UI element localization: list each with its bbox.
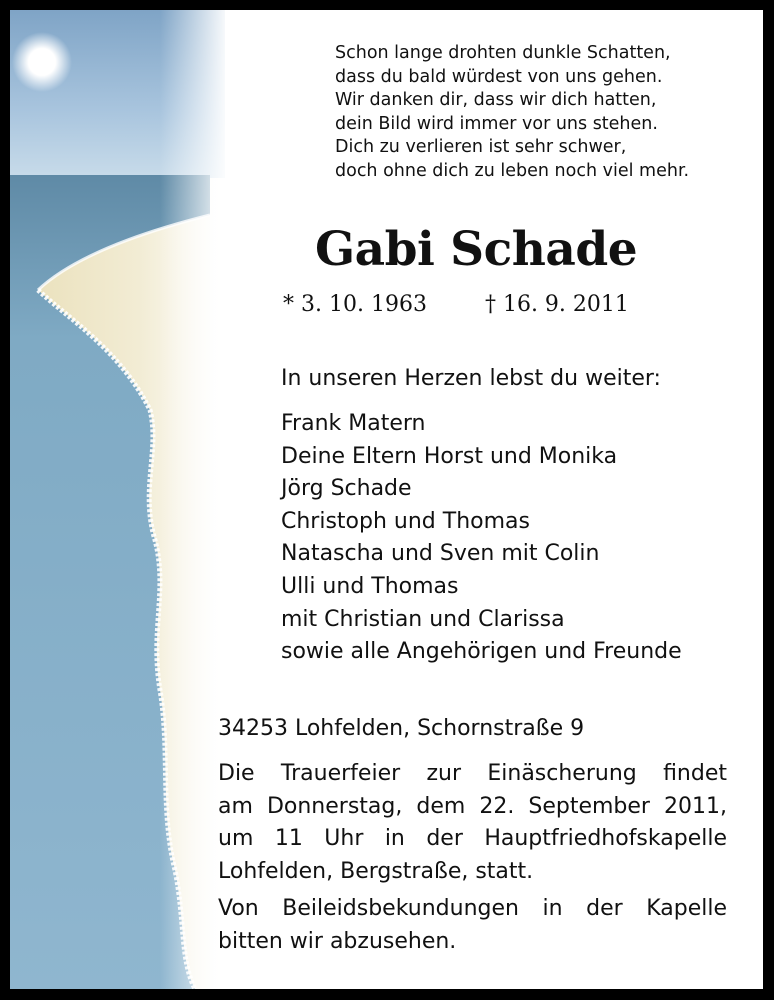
mourner-name: Deine Eltern Horst und Monika: [281, 443, 618, 469]
request-line: Von Beileidsbekundungen in der Kapelle: [218, 896, 727, 921]
family-address: 34253 Lohfelden, Schornstraße 9: [218, 716, 585, 741]
mourner-name: Jörg Schade: [281, 476, 412, 502]
condolence-request: [218, 893, 727, 958]
mourner-name: Ulli und Thomas: [281, 573, 459, 599]
poem-line: Schon lange drohten dunkle Schatten,: [335, 43, 671, 63]
poem-line: Wir danken dir, dass wir dich hatten,: [335, 90, 657, 110]
birth-date: * 3. 10. 1963: [283, 292, 427, 317]
life-dates: [283, 292, 629, 317]
service-line: Die Trauerfeier zur Einäscherung findet: [218, 761, 727, 786]
death-date: † 16. 9. 2011: [484, 292, 629, 317]
poem-line: doch ohne dich zu leben noch viel mehr.: [335, 160, 690, 181]
poem-line: Dich zu verlieren ist sehr schwer,: [335, 137, 627, 157]
mourner-name: Frank Matern: [281, 411, 426, 436]
mourner-name: sowie alle Angehörigen und Freunde: [281, 639, 682, 665]
service-line: um 11 Uhr in der Hauptfriedhofskapelle: [218, 826, 727, 852]
service-line: am Donnerstag, dem 22. September 2011,: [218, 793, 727, 819]
poem: [335, 42, 689, 183]
poem-line: dein Bild wird immer vor uns stehen.: [335, 113, 658, 134]
poem-line: dass du bald würdest von uns gehen.: [335, 66, 663, 87]
beach-image: [10, 10, 230, 989]
funeral-service-info: [218, 758, 727, 888]
deceased-name: Gabi Schade: [315, 222, 638, 277]
request-line: bitten wir abzusehen.: [218, 928, 457, 954]
obituary-notice: [10, 10, 763, 989]
mourner-name: mit Christian und Clarissa: [281, 606, 565, 632]
mourner-name: Natascha und Sven mit Colin: [281, 541, 600, 567]
mourners-intro: In unseren Herzen lebst du weiter:: [281, 366, 661, 391]
mourners-list: [281, 408, 682, 669]
mourner-name: Christoph und Thomas: [281, 508, 530, 534]
service-line: Lohfelden, Bergstraße, statt.: [218, 858, 534, 884]
